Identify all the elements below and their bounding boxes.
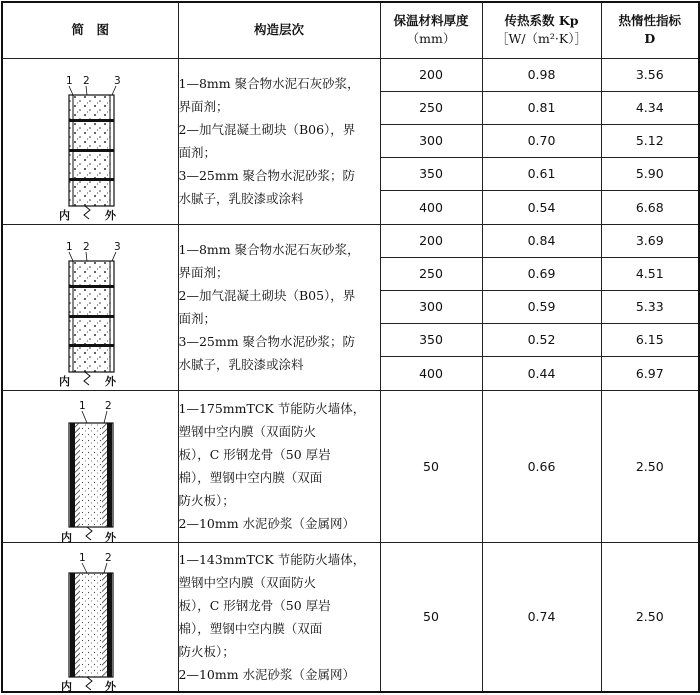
header-thermal-inertia: 热惰性指标 D [601, 2, 699, 58]
k-value-cell: 0.59 [482, 290, 601, 323]
inner-side-label: 内 [59, 208, 70, 222]
marker-2: 2 [105, 551, 112, 564]
tck-wall-section-diagram [3, 543, 179, 693]
k-value-cell: 0.66 [482, 390, 601, 542]
marker-1: 1 [79, 551, 86, 564]
k-value-cell: 0.52 [482, 323, 601, 356]
marker-1: 1 [66, 74, 73, 87]
k-value-cell: 0.61 [482, 157, 601, 190]
block-wall-section-diagram [3, 225, 179, 391]
d-value-cell: 2.50 [601, 390, 699, 542]
marker-2: 2 [105, 399, 112, 412]
k-value-cell: 0.69 [482, 257, 601, 290]
thickness-cell: 300 [380, 124, 482, 157]
d-value-cell: 3.69 [601, 224, 699, 257]
inner-side-label: 内 [59, 374, 70, 388]
d-value-cell: 6.97 [601, 356, 699, 390]
inner-side-label: 内 [61, 679, 72, 693]
k-value-cell: 0.74 [482, 542, 601, 692]
outer-side-label: 外 [105, 679, 116, 693]
k-value-cell: 0.98 [482, 58, 601, 91]
table-row [2, 58, 699, 91]
header-heat-transfer: 传热系数 Kp ［W/（m²·K）］ [482, 2, 601, 58]
table-row [2, 542, 699, 692]
wall-diagram-3 [2, 390, 178, 542]
marker-2: 2 [83, 240, 90, 253]
block-wall-section-diagram [3, 59, 179, 225]
header-thickness: 保温材料厚度 （mm） [380, 2, 482, 58]
thickness-cell: 200 [380, 224, 482, 257]
k-value-cell: 0.84 [482, 224, 601, 257]
d-value-cell: 4.34 [601, 91, 699, 124]
k-value-cell: 0.70 [482, 124, 601, 157]
thickness-cell: 400 [380, 190, 482, 224]
d-value-cell: 3.56 [601, 58, 699, 91]
thickness-cell: 200 [380, 58, 482, 91]
table-row [2, 224, 699, 257]
marker-1: 1 [79, 399, 86, 412]
d-value-cell: 6.68 [601, 190, 699, 224]
layer-description-3: 1—175mmTCK 节能防火墙体， 塑钢中空内膜（双面防火 板），C 形钢龙骨（50 厚岩 棉），塑钢中空内膜（双面 防火板）； 2—10mm 水泥砂浆（金属网） [178, 390, 380, 542]
thickness-cell: 400 [380, 356, 482, 390]
layer-description-2: 1—8mm 聚合物水泥石灰砂浆， 界面剂； 2—加气混凝土砌块（B05），界 面剂； 3—25mm 聚合物水泥砂浆；防 水腻子，乳胶漆或涂料 [178, 224, 380, 390]
tck-wall-section-diagram [3, 391, 179, 543]
d-value-cell: 2.50 [601, 542, 699, 692]
thickness-cell: 50 [380, 390, 482, 542]
table-row [2, 390, 699, 542]
wall-diagram-4 [2, 542, 178, 692]
wall-diagram-2 [2, 224, 178, 390]
layer-description-4: 1—143mmTCK 节能防火墙体， 塑钢中空内膜（双面防火 板），C 形钢龙骨（50 厚岩 棉），塑钢中空内膜（双面 防火板）； 2—10mm 水泥砂浆（金属网） [178, 542, 380, 692]
marker-1: 1 [66, 240, 73, 253]
thickness-cell: 350 [380, 323, 482, 356]
layer-description-1: 1—8mm 聚合物水泥石灰砂浆， 界面剂； 2—加气混凝土砌块（B06），界 面剂； 3—25mm 聚合物水泥砂浆；防 水腻子，乳胶漆或涂料 [178, 58, 380, 224]
thickness-cell: 250 [380, 91, 482, 124]
marker-3: 3 [114, 240, 121, 253]
d-value-cell: 5.33 [601, 290, 699, 323]
outer-side-label: 外 [105, 530, 116, 543]
marker-3: 3 [114, 74, 121, 87]
outer-side-label: 外 [105, 208, 116, 222]
inner-side-label: 内 [61, 530, 72, 543]
header-row [2, 2, 699, 58]
thickness-cell: 250 [380, 257, 482, 290]
k-value-cell: 0.81 [482, 91, 601, 124]
header-layers: 构造层次 [178, 2, 380, 58]
thickness-cell: 50 [380, 542, 482, 692]
k-value-cell: 0.54 [482, 190, 601, 224]
thickness-cell: 300 [380, 290, 482, 323]
d-value-cell: 6.15 [601, 323, 699, 356]
marker-2: 2 [83, 74, 90, 87]
outer-side-label: 外 [105, 374, 116, 388]
d-value-cell: 4.51 [601, 257, 699, 290]
thickness-cell: 350 [380, 157, 482, 190]
wall-construction-table [1, 1, 700, 693]
d-value-cell: 5.90 [601, 157, 699, 190]
header-diagram: 简 图 [2, 2, 178, 58]
d-value-cell: 5.12 [601, 124, 699, 157]
wall-diagram-1 [2, 58, 178, 224]
k-value-cell: 0.44 [482, 356, 601, 390]
